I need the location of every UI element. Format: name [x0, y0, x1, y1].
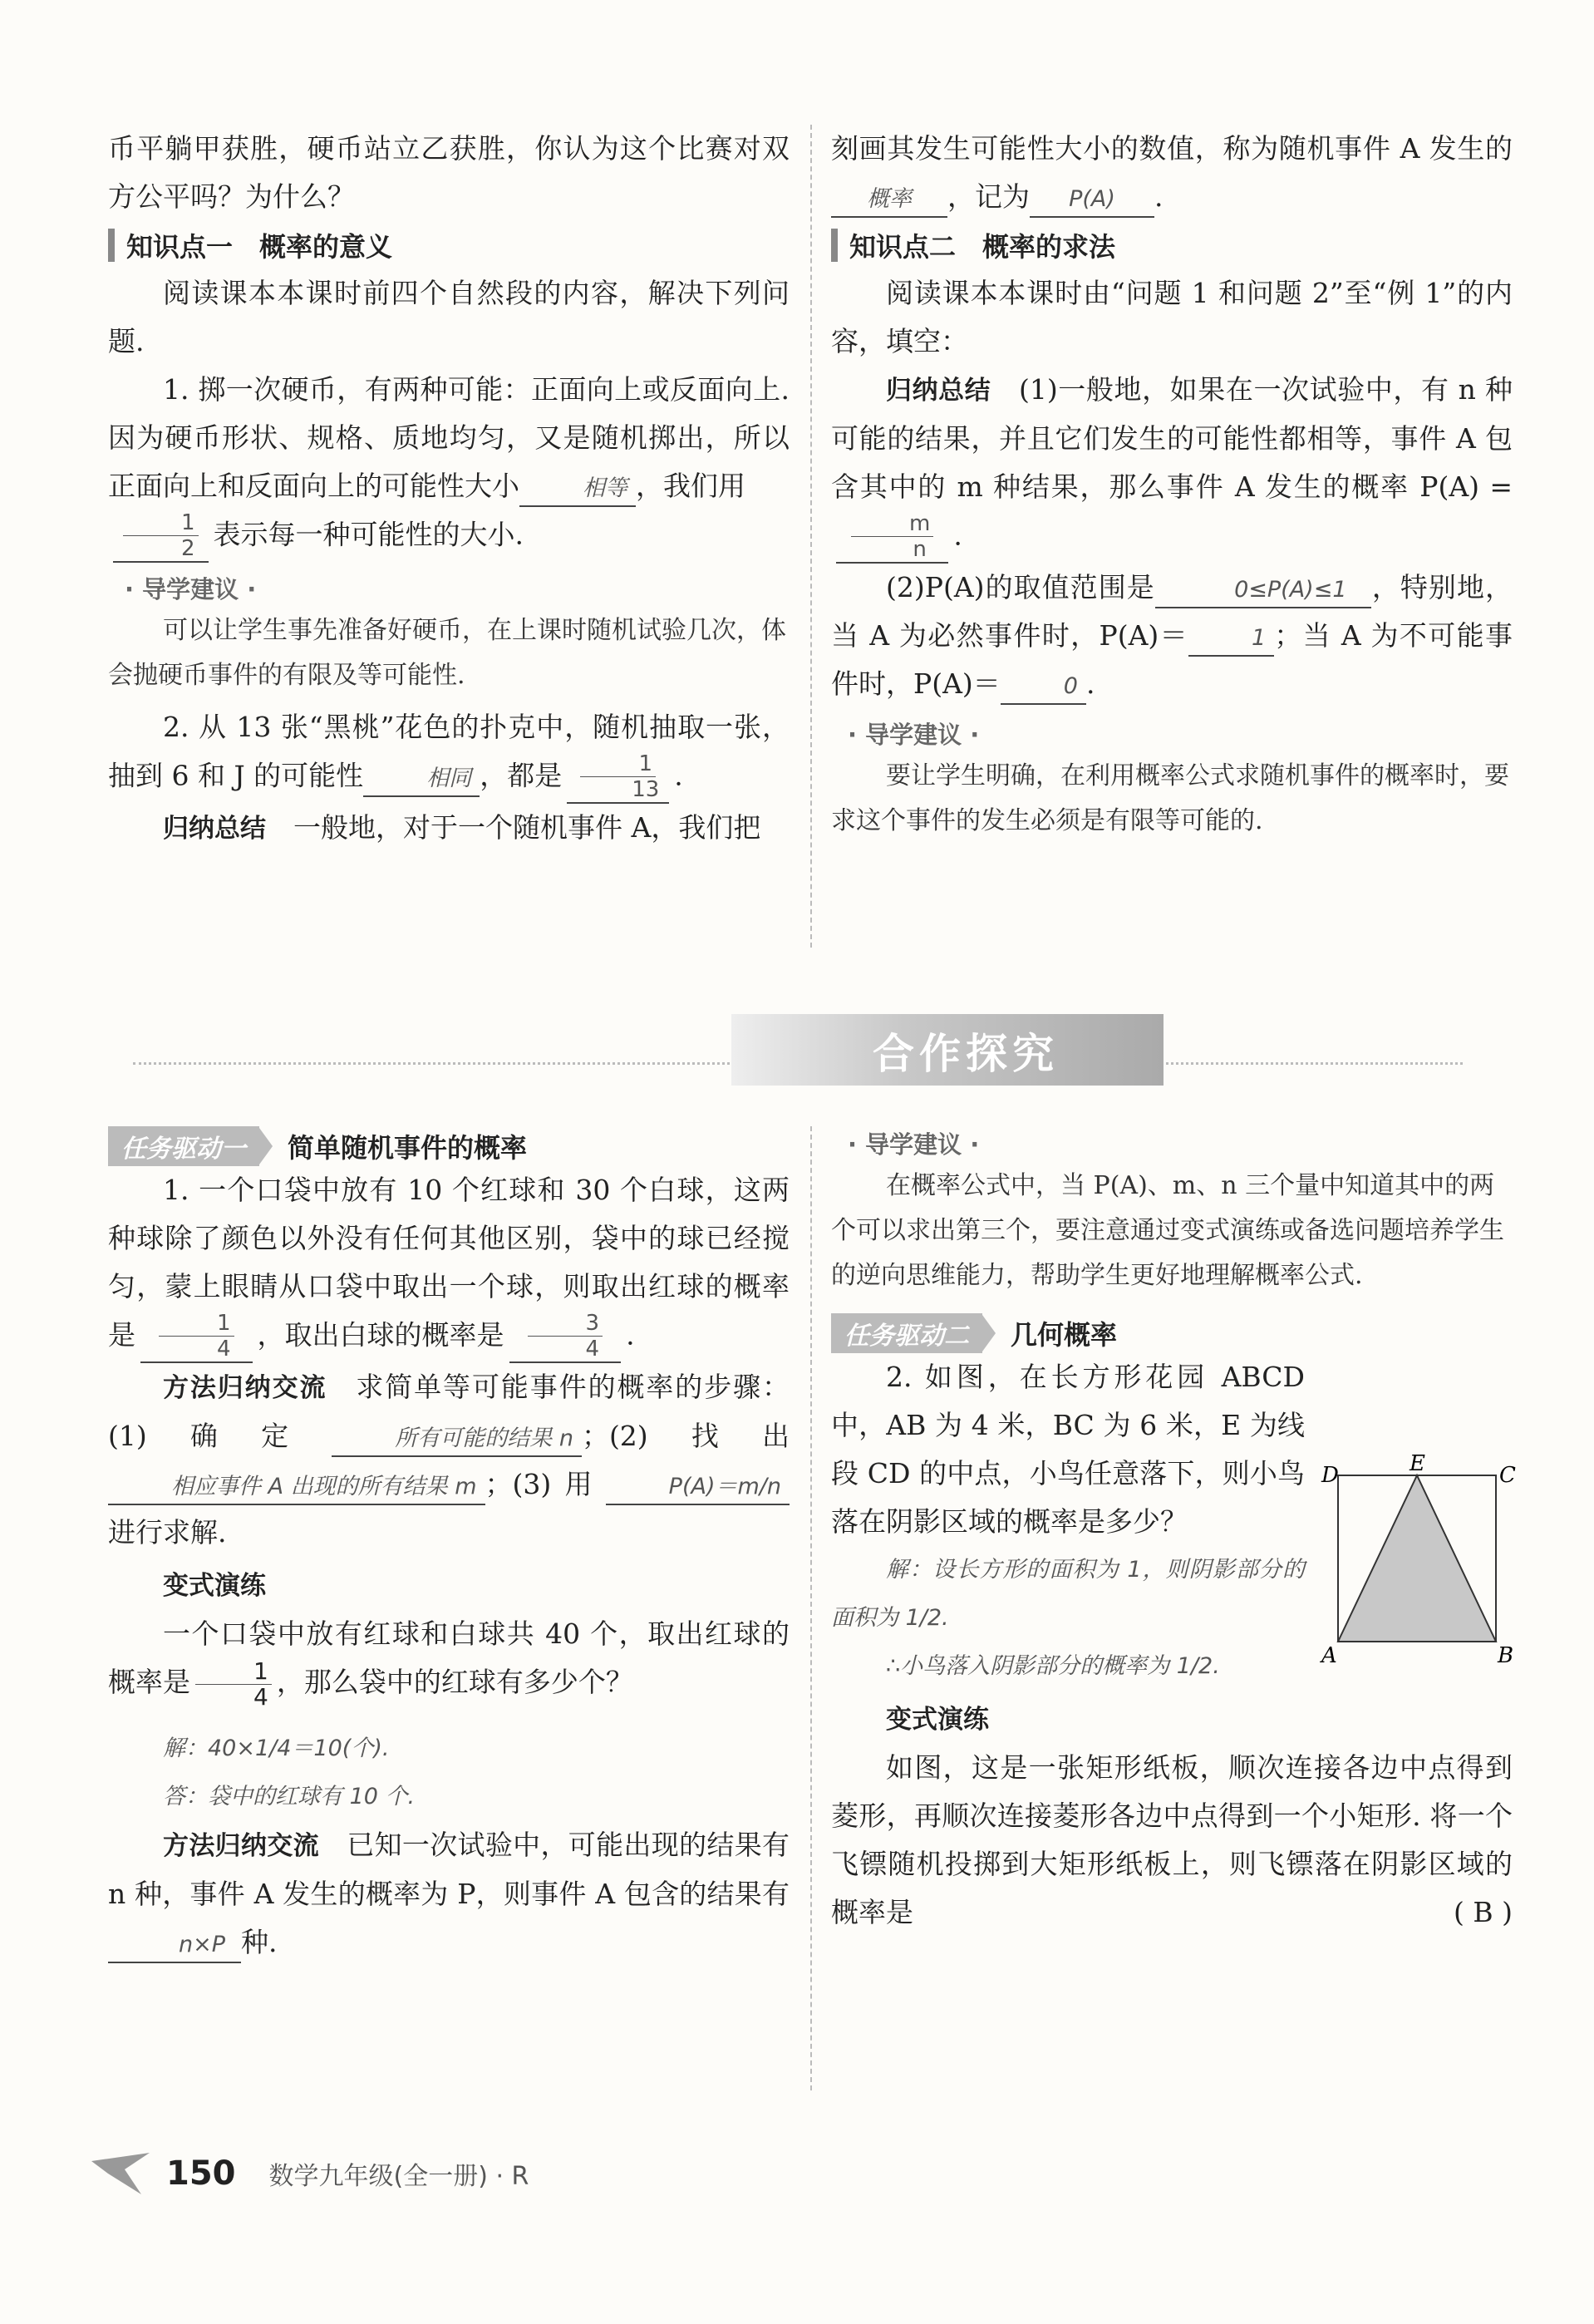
label-b: B: [1498, 1643, 1514, 1668]
paragraph: (2)P(A)的取值范围是 0≤P(A)≤1 ，特别地，当 A 为必然事件时，P(A)＝ 1 ；当 A 为不可能事件时，P(A)＝ 0 .: [831, 564, 1513, 708]
answer-blank: 相应事件 A 出现的所有结果 m: [108, 1470, 485, 1505]
page-footer: [91, 2153, 529, 2194]
label-a: A: [1321, 1643, 1337, 1668]
variation-question: 一个口袋中放有红球和白球共 40 个，取出红球的概率是 $\frac{1}{4}$ ，那么袋中的红球有多少个？: [108, 1617, 790, 1711]
method-summary: 方法归纳交流 求简单等可能事件的概率的步骤：(1)确定 所有可能的结果 n ；(2)找出相应事件 A 出现的所有结果 m ；(3)用 P(A)＝m/n进行求解.: [108, 1371, 790, 1549]
answer-blank: P(A)＝m/n: [606, 1470, 790, 1505]
guide-note: 可以让学生事先准备好硬币，在上课时随机试验几次，体会抛硬币事件的有限及等可能性.: [108, 616, 786, 690]
answer-blank: 相同: [363, 762, 480, 797]
fraction: $\frac{1}{4}$: [140, 1311, 253, 1363]
answer-blank: 0: [1001, 670, 1086, 705]
section-banner: [133, 1014, 1463, 1081]
answer-blank: n×P: [108, 1928, 241, 1963]
section-heading-2: 知识点二 概率的求法: [831, 226, 1115, 264]
task-heading-2: 任务驱动二 几何概率: [831, 1313, 1117, 1353]
choice-answer: ( B ): [1454, 1896, 1513, 1928]
fraction: $\frac{1}{4}$: [195, 1659, 272, 1710]
left-top-column: [108, 125, 790, 853]
guide-heading: · 导学建议 ·: [125, 575, 257, 603]
guide-heading: · 导学建议 ·: [848, 721, 980, 749]
question-2: 2. 如图，在长方形花园 ABCD 中，AB 为 4 米，BC 为 6 米，E 为线段 CD 的中点，小鸟任意落下，则小鸟落在阴影区域的概率是多少？: [831, 1361, 1305, 1538]
question-2: 2. 从 13 张“黑桃”花色的扑克中，随机抽取一张，抽到 6 和 J 的可能性 相同 ，都是 $\frac{1}{13}$ .: [108, 711, 790, 802]
book-title: 数学九年级(全一册) · R: [268, 2162, 529, 2191]
variation-heading: 变式演练: [163, 1571, 266, 1601]
guide-heading: · 导学建议 ·: [848, 1130, 980, 1159]
summary: 归纳总结 (1)一般地，如果在一次试验中，有 n 种可能的结果，并且它们发生的可能性都相等，事件 A 包含其中的 m 种结果，那么事件 A 发生的概率 P(A) = $\frac{m}{n}$ .: [831, 373, 1513, 562]
fraction: $\frac{3}{4}$: [509, 1311, 622, 1363]
solution: 解：40×1/4＝10(个).: [163, 1735, 390, 1761]
summary: 归纳总结 一般地，对于一个随机事件 A，我们把: [163, 811, 761, 844]
paragraph: 阅读课本本课时由“问题 1 和问题 2”至“例 1”的内容，填空：: [831, 277, 1513, 357]
guide-note: 在概率公式中，当 P(A)、m、n 三个量中知道其中的两个可以求出第三个，要注意通过变式演练或备选问题培养学生的逆向思维能力，帮助学生更好地理解概率公式.: [831, 1171, 1504, 1290]
answer-blank: P(A): [1030, 183, 1154, 218]
answer-blank: 概率: [831, 183, 947, 218]
answer: 答：袋中的红球有 10 个.: [163, 1783, 416, 1809]
right-top-column: [831, 125, 1513, 844]
label-d: D: [1321, 1463, 1339, 1488]
answer-blank: 所有可能的结果 n: [332, 1422, 582, 1457]
section-heading-1: 知识点一 概率的意义: [108, 226, 392, 264]
variation-question: 如图，这是一张矩形纸板，顺次连接各边中点得到菱形，再顺次连接菱形各边中点得到一个小矩形. 将一个飞镖随机投掷到大矩形纸板上，则飞镖落在阴影区域的概率是 ( B ): [831, 1744, 1513, 1937]
solution-conclusion: ∴小鸟落入阴影部分的概率为 1/2.: [886, 1653, 1220, 1679]
fraction: $\frac{m}{n}$: [836, 511, 948, 564]
fraction: $\frac{1}{13}$: [567, 751, 669, 804]
answer-blank: 0≤P(A)≤1: [1155, 574, 1371, 608]
fraction: $\frac{1}{2}$: [113, 510, 209, 563]
task-heading-1: 任务驱动一 简单随机事件的概率: [108, 1126, 527, 1166]
column-divider: [810, 125, 812, 948]
label-e: E: [1410, 1451, 1425, 1476]
answer-blank: 相等: [519, 472, 636, 507]
paragraph: 刻画其发生可能性大小的数值，称为随机事件 A 发生的概率 ，记为 P(A) .: [831, 125, 1513, 221]
page-ornament-icon: [91, 2153, 150, 2194]
banner-title: 合作探究: [873, 1030, 1059, 1078]
rectangle-figure: [1321, 1451, 1516, 1668]
variation-heading: 变式演练: [886, 1705, 989, 1735]
answer-blank: 1: [1188, 622, 1274, 657]
method-summary: 方法归纳交流 已知一次试验中，可能出现的结果有 n 种，事件 A 发生的概率为 P，则事件 A 包含的结果有n×P 种.: [108, 1821, 790, 1967]
page-number: 150: [166, 2154, 236, 2193]
question-1: 1. 一个口袋中放有 10 个红球和 30 个白球，这两种球除了颜色以外没有任何其他区别，袋中的球已经搅匀，蒙上眼睛从口袋中取出一个球，则取出红球的概率是 $\frac{1}{4}$ ，取出白球的概率是 $\frac{3}{4}$ .: [108, 1174, 790, 1361]
question-1: 1. 掷一次硬币，有两种可能：正面向上或反面向上. 因为硬币形状、规格、质地均匀，又是随机掷出，所以正面向上和反面向上的可能性大小 相等 ，我们用 $\frac{1}{2}$ 表示每一种可能性的大小.: [108, 373, 790, 561]
solution: 解：设长方形的面积为 1，则阴影部分的面积为 1/2.: [831, 1557, 1305, 1631]
shaded-triangle: [1338, 1475, 1496, 1642]
paragraph: 币平躺甲获胜，硬币站立乙获胜，你认为这个比赛对双方公平吗？为什么？: [108, 132, 790, 213]
column-divider: [810, 1126, 812, 2090]
paragraph: 阅读课本本课时前四个自然段的内容，解决下列问题.: [108, 277, 790, 357]
guide-note: 要让学生明确，在利用概率公式求随机事件的概率时，要求这个事件的发生必须是有限等可能的.: [831, 761, 1509, 835]
label-c: C: [1499, 1463, 1516, 1488]
left-bottom-column: [108, 1126, 790, 1967]
